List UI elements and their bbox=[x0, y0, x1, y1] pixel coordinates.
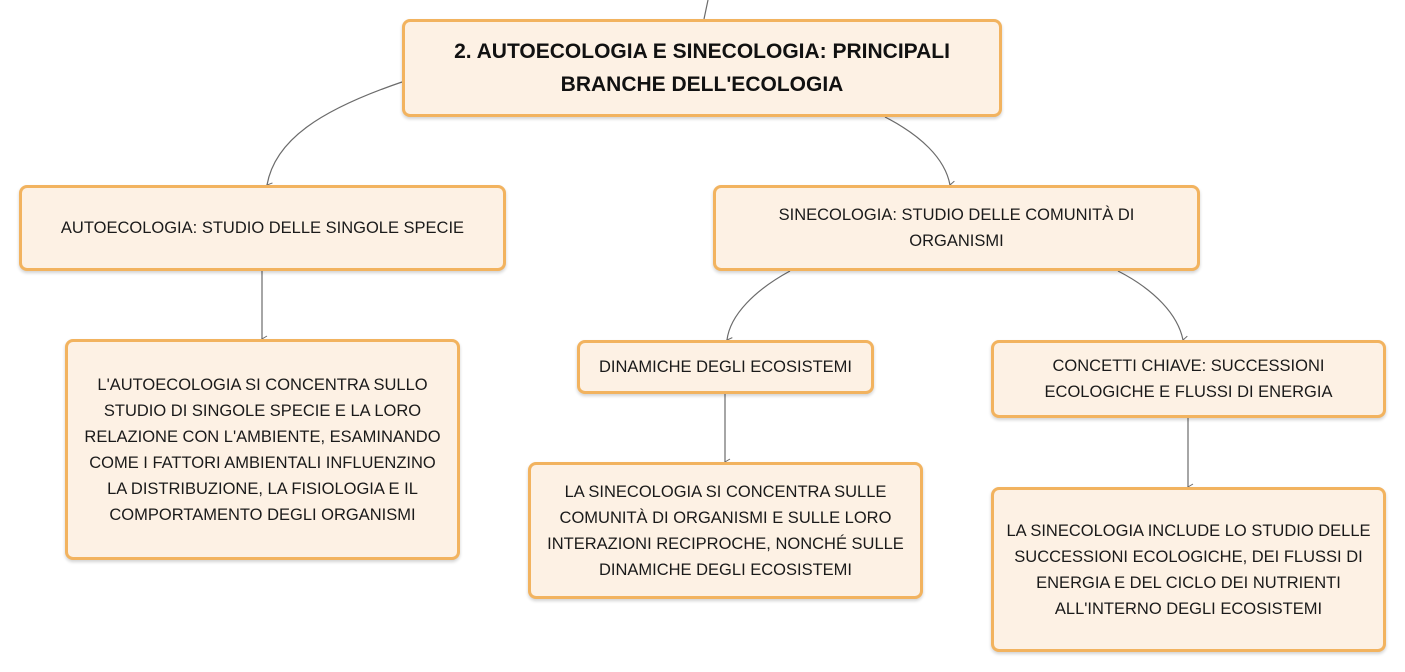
autoecologia-description: L'AUTOECOLOGIA SI CONCENTRA SULLO STUDIO DI SINGOLE SPECIE E LA LORO RELAZIONE CON L'AMBIENTE, ESAMINANDO COME I FATTORI AMBIENTALI INFLUENZINO LA DISTRIBUZIONE, LA FISIOLOGIA E IL COMPORTAMENTO DEGLI ORGANISMI bbox=[84, 375, 441, 524]
concetti-node[interactable] bbox=[991, 340, 1386, 418]
autoecologia-description-node[interactable] bbox=[65, 339, 460, 560]
connector-sinecologia-to-concetti bbox=[1118, 271, 1183, 340]
concetti-label: CONCETTI CHIAVE: SUCCESSIONI ECOLOGICHE E FLUSSI DI ENERGIA bbox=[1044, 357, 1333, 401]
concetti-description-node[interactable] bbox=[991, 487, 1386, 652]
dinamiche-description: LA SINECOLOGIA SI CONCENTRA SULLE COMUNITÀ DI ORGANISMI E SULLE LORO INTERAZIONI RECIPROCHE, NONCHÉ SULLE DINAMICHE DEGLI ECOSISTEMI bbox=[547, 482, 904, 579]
sinecologia-node[interactable] bbox=[713, 185, 1200, 271]
connector-main-to-autoecologia bbox=[267, 82, 402, 185]
autoecologia-node[interactable] bbox=[19, 185, 506, 271]
connector-sinecologia-to-dinamiche bbox=[727, 271, 790, 340]
connector-parent-to-main bbox=[704, 0, 708, 19]
main-topic-title: 2. AUTOECOLOGIA E SINECOLOGIA: PRINCIPALI BRANCHE DELL'ECOLOGIA bbox=[454, 40, 950, 96]
concetti-description: LA SINECOLOGIA INCLUDE LO STUDIO DELLE SUCCESSIONI ECOLOGICHE, DEI FLUSSI DI ENERGIA E DEL CICLO DEI NUTRIENTI ALL'INTERNO DEGLI ECOSISTEMI bbox=[1006, 521, 1371, 618]
connector-main-to-sinecologia bbox=[885, 117, 950, 185]
main-topic-node[interactable] bbox=[402, 19, 1002, 117]
dinamiche-node[interactable] bbox=[577, 340, 874, 394]
dinamiche-label: DINAMICHE DEGLI ECOSISTEMI bbox=[598, 358, 853, 376]
dinamiche-description-node[interactable] bbox=[528, 462, 923, 599]
sinecologia-label: SINECOLOGIA: STUDIO DELLE COMUNITÀ DI ORGANISMI bbox=[778, 206, 1135, 250]
autoecologia-label: AUTOECOLOGIA: STUDIO DELLE SINGOLE SPECIE bbox=[60, 219, 465, 237]
